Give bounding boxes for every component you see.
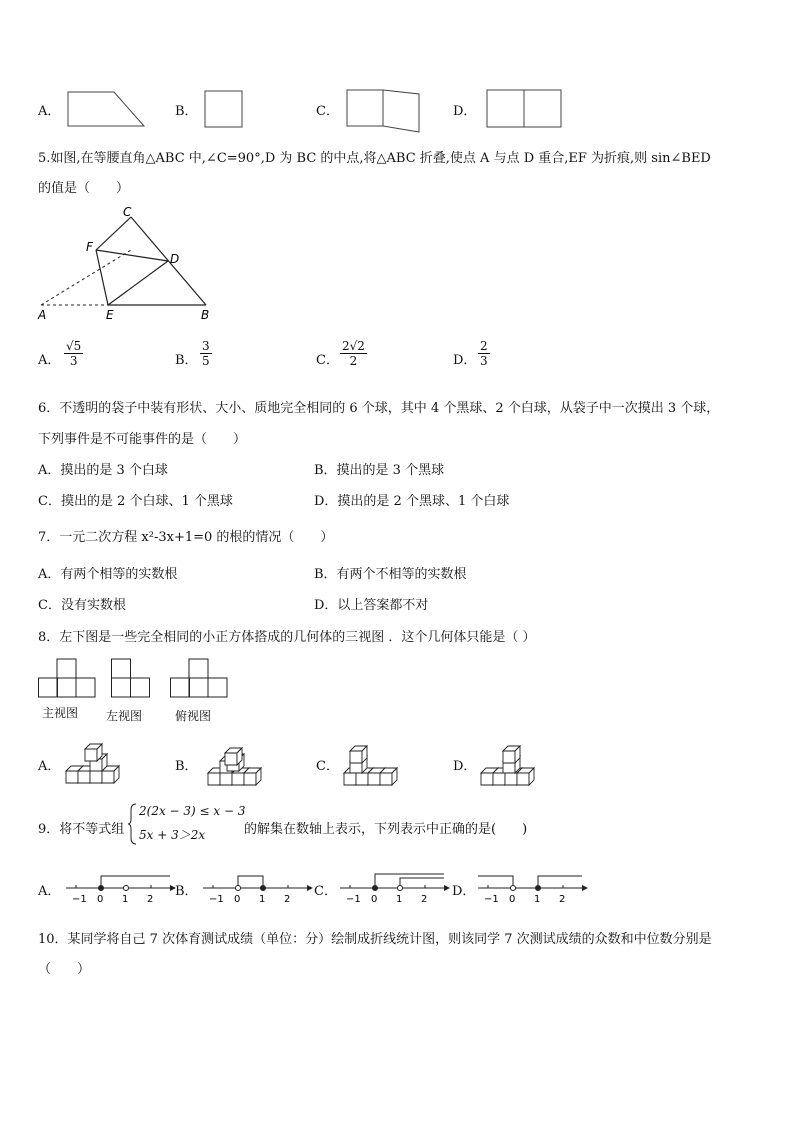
tick-label: 1 [122,894,129,905]
q4-option-d-figure [486,89,566,129]
q5-triangle-figure [36,205,216,323]
endpoint [236,886,241,891]
q10-stem-line1: 10．某同学将自己 7 次体育测试成绩（单位：分）绘制成折线统计图，则该同学 7 次测试成绩的众数和中位数分别是 [38,932,712,947]
q5-option-c-fraction [340,339,367,368]
q4-option-a-figure [66,90,146,130]
q7-stem: 7．一元二次方程 x²-3x+1=0 的根的情况（ ） [38,530,334,545]
q4-option-c-figure [345,88,425,134]
q8-option-b-label: B． [175,759,198,774]
q5-option-d-label: D． [453,353,477,368]
q5-label-e: E [106,308,114,322]
q8-cube-3 [244,768,261,785]
q9-stem-prefix: 9．将不等式组 [38,822,125,837]
q8-cube-3 [380,768,397,785]
q4-option-a-label: A． [38,104,61,119]
q9-option-d-numberline [478,862,590,906]
q4-option-d-label: D． [453,104,477,119]
q7-option-b: B．有两个不相等的实数根 [314,567,467,582]
q5-label-f: F [86,240,93,254]
tick-label: −1 [72,894,87,905]
solution-bracket [400,878,444,888]
q8-cube-6 [225,748,242,765]
q5-option-b-den: 5 [202,354,210,368]
solution-bracket [538,876,582,888]
q7-option-c: C．没有实数根 [38,598,126,613]
q5-option-b-num: 3 [202,339,210,353]
q10-stem-line2: （ ） [38,962,91,977]
endpoint [99,886,104,891]
q5-option-c-den: 2 [349,354,358,368]
tick-label: 0 [371,894,378,905]
q9-inequality-2: 5x + 3＞2x [139,828,206,842]
q8-left-view [111,658,155,700]
q8-cube-5 [350,746,367,763]
q8-stem: 8．左下图是一些完全相同的小正方体搭成的几何体的三视图 ．这个几何体只能是（ ） [38,630,536,645]
q5-option-c-label: C． [316,353,339,368]
endpoint [124,886,129,891]
solution-bracket [375,874,444,888]
q8-option-d-figure [479,745,541,785]
q8-option-c-figure [342,743,404,783]
q8-option-c-label: C． [316,759,339,774]
q8-cube-5 [85,744,102,761]
q9-option-a-numberline [66,862,176,906]
q8-top-view [170,658,232,700]
endpoint [511,886,516,891]
q8-cube-3 [517,768,534,785]
q6-stem-line1: 6．不透明的袋子中装有形状、大小、质地完全相同的 6 个球，其中 4 个黑球、2 个白球，从袋子中一次摸出 3 个球， [38,401,720,416]
q5-label-d: D [170,252,180,266]
axis-arrow [444,885,450,891]
q5-option-b-fraction [200,339,212,368]
q6-option-d: D．摸出的是 2 个黑球、1 个白球 [314,494,510,509]
q9-option-a-label: A． [38,884,61,899]
q5-option-a-num: √5 [66,339,82,353]
q9-option-c-numberline [340,862,450,906]
q5-label-c: C [123,205,132,219]
tick-label: −1 [209,894,224,905]
q9-option-c-label: C． [314,884,337,899]
tick-label: 1 [259,894,266,905]
q4-option-c-label: C． [316,104,339,119]
q8-cube-5 [503,746,520,763]
tick-label: −1 [484,894,499,905]
q5-option-d-fraction [478,339,490,368]
q4-option-b-label: B． [175,104,198,119]
solution-bracket [238,876,263,888]
tick-label: 2 [284,894,291,905]
tick-label: 2 [559,894,566,905]
q8-option-d-label: D． [453,759,477,774]
q6-option-c: C．摸出的是 2 个白球、1 个黑球 [38,494,233,509]
q8-option-a-figure [64,743,126,783]
q5-option-a-den: 3 [69,354,78,368]
q9-inequality-1: 2(2x − 3) ≤ x − 3 [139,804,246,818]
q9-option-d-label: D． [452,884,476,899]
q8-option-a-label: A． [38,759,61,774]
tick-label: 1 [396,894,403,905]
endpoint [261,886,266,891]
axis-arrow [307,885,313,891]
q8-front-view [38,658,98,700]
q9-option-b-label: B． [175,884,198,899]
q6-option-b: B．摸出的是 3 个黑球 [314,463,445,478]
tick-label: 2 [421,894,428,905]
q7-option-d: D．以上答案都不对 [314,598,429,613]
q5-stem-line2: 的值是（ ） [38,181,130,196]
q6-stem-line2: 下列事件是不可能事件的是（ ） [38,432,247,447]
tick-label: 0 [234,894,241,905]
q8-front-view-label: 主视图 [42,706,79,720]
q5-stem-line1: 5.如图,在等腰直角△ABC 中,∠C=90°,D 为 BC 的中点,将△ABC 折叠,使点 A 与点 D 重合,EF 为折痕,则 sin∠BED [38,151,711,166]
endpoint [398,886,403,891]
tick-label: −1 [346,894,361,905]
q5-label-b: B [201,308,210,322]
q8-option-b-figure [202,745,264,785]
q5-option-a-label: A． [38,353,61,368]
solution-bracket [101,876,170,888]
q6-option-a: A．摸出的是 3 个白球 [38,463,168,478]
q9-stem-suffix: 的解集在数轴上表示，下列表示中正确的是( ) [244,822,528,837]
q8-top-view-label: 俯视图 [175,709,212,723]
q5-label-a: A [38,308,47,322]
q9-system-brace [128,803,138,845]
tick-label: 0 [97,894,104,905]
q5-option-d-num: 2 [480,339,488,353]
q7-option-a: A．有两个相等的实数根 [38,567,178,582]
tick-label: 0 [509,894,516,905]
solution-bracket [478,876,513,888]
endpoint [373,886,378,891]
tick-label: 1 [534,894,541,905]
endpoint [536,886,541,891]
axis-arrow [582,885,588,891]
q9-option-b-numberline [203,862,313,906]
q5-option-b-label: B． [175,353,198,368]
q5-option-a-fraction [64,339,83,368]
tick-label: 2 [147,894,154,905]
q5-option-c-num: 2√2 [342,339,365,353]
q8-left-view-label: 左视图 [106,709,143,723]
q5-option-d-den: 3 [480,354,488,368]
q4-option-b-figure [204,90,244,130]
